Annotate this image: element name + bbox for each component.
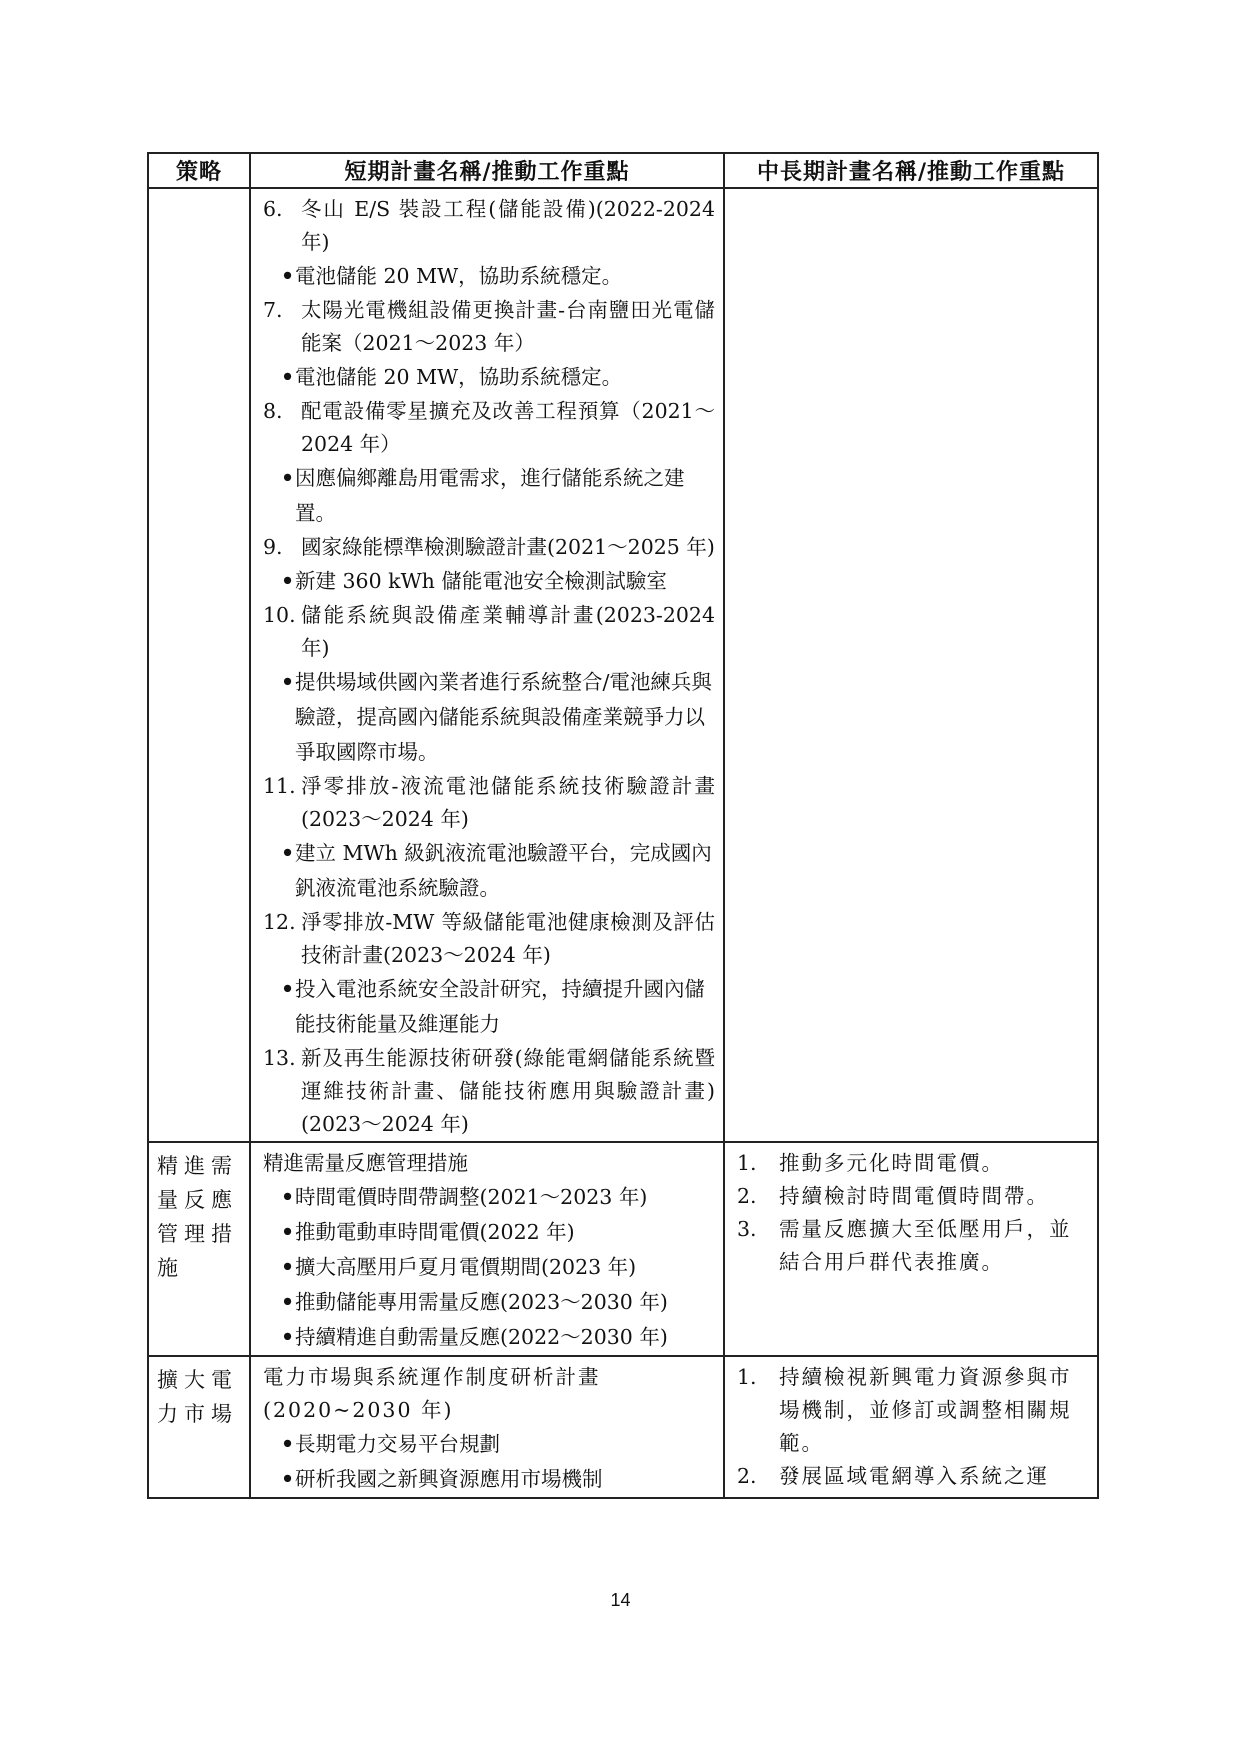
short-term-cell [250, 1356, 724, 1498]
bullet-item: • 新建 360 kWh 儲能電池安全檢測試驗室 [263, 564, 715, 599]
bullet-item: • 電池儲能 20 MW，協助系統穩定。 [263, 259, 715, 294]
bullet-dot-icon: • [281, 841, 295, 865]
list-item: 11. 淨零排放-液流電池儲能系統技術驗證計畫(2023～2024 年) [263, 774, 715, 831]
bullet-item: • 提供場域供國內業者進行系統整合/電池練兵與驗證，提高國內儲能系統與設備產業競爭力以爭取國際市場。 [263, 665, 715, 770]
bullet-dot-icon: • [281, 466, 295, 490]
list-item: 1. 推動多元化時間電價。 [737, 1151, 1004, 1175]
bullet-dot-icon: • [281, 569, 295, 593]
header-strategy: 策略 [148, 153, 250, 188]
list-item: 13. 新及再生能源技術研發(綠能電網儲能系統暨運維技術計畫、儲能技術應用與驗證計畫)(2023～2024 年) [263, 1046, 715, 1136]
list-item: 8. 配電設備零星擴充及改善工程預算（2021～2024 年） [263, 399, 715, 456]
mid-long-term-cell [724, 1142, 1098, 1356]
table-header-row [148, 153, 1098, 188]
bullet-dot-icon: • [281, 1220, 295, 1244]
table-row [148, 188, 1098, 1142]
short-term-cell [250, 188, 724, 1142]
bullet-dot-icon: • [281, 670, 295, 694]
bullet-item: • 長期電力交易平台規劃 [263, 1427, 715, 1462]
list-item: 2. 發展區域電網導入系統之運 [737, 1464, 1049, 1488]
strategy-table [147, 152, 1099, 1499]
bullet-item: • 研析我國之新興資源應用市場機制 [263, 1462, 715, 1497]
strategy-cell: 精進需量反應管理措施 [148, 1142, 250, 1356]
bullet-item: • 推動儲能專用需量反應(2023～2030 年) [263, 1285, 715, 1320]
list-item: 9. 國家綠能標準檢測驗證計畫(2021～2025 年) [263, 535, 715, 559]
list-item: 1. 持續檢視新興電力資源參與市場機制，並修訂或調整相關規範。 [737, 1365, 1072, 1455]
list-item: 3. 需量反應擴大至低壓用戶，並結合用戶群代表推廣。 [737, 1217, 1072, 1274]
bullet-dot-icon: • [281, 1467, 295, 1491]
list-item: 10. 儲能系統與設備產業輔導計畫(2023-2024 年) [263, 603, 715, 660]
table-row [148, 1142, 1098, 1356]
plan-title: 電力市場與系統運作制度研析計畫(2020~2030 年) [263, 1365, 601, 1422]
header-short-term: 短期計畫名稱/推動工作重點 [250, 153, 724, 188]
bullet-item: • 因應偏鄉離島用電需求，進行儲能系統之建置。 [263, 461, 715, 531]
bullet-item: • 時間電價時間帶調整(2021～2023 年) [263, 1180, 715, 1215]
bullet-item: • 推動電動車時間電價(2022 年) [263, 1215, 715, 1250]
mid-long-term-cell [724, 188, 1098, 1142]
short-term-cell [250, 1142, 724, 1356]
list-item: 6. 冬山 E/S 裝設工程(儲能設備)(2022-2024 年) [263, 197, 715, 254]
table-row [148, 1356, 1098, 1498]
bullet-dot-icon: • [281, 1255, 295, 1279]
list-item: 7. 太陽光電機組設備更換計畫-台南鹽田光電儲能案（2021～2023 年） [263, 298, 715, 355]
strategy-cell [148, 188, 250, 1142]
strategy-cell: 擴大電力市場 [148, 1356, 250, 1498]
page-number: 14 [610, 1590, 631, 1610]
bullet-dot-icon: • [281, 1432, 295, 1456]
bullet-item: • 建立 MWh 級釩液流電池驗證平台，完成國內釩液流電池系統驗證。 [263, 836, 715, 906]
bullet-dot-icon: • [281, 1290, 295, 1314]
bullet-item: • 投入電池系統安全設計研究，持續提升國內儲能技術能量及維運能力 [263, 972, 715, 1042]
list-item: 2. 持續檢討時間電價時間帶。 [737, 1184, 1049, 1208]
mid-long-term-cell [724, 1356, 1098, 1498]
bullet-item: • 電池儲能 20 MW，協助系統穩定。 [263, 360, 715, 395]
bullet-item: • 擴大高壓用戶夏月電價期間(2023 年) [263, 1250, 715, 1285]
plan-title: 精進需量反應管理措施 [263, 1151, 468, 1175]
list-item: 12. 淨零排放-MW 等級儲能電池健康檢測及評估技術計畫(2023～2024 年) [263, 910, 715, 967]
header-mid-long-term: 中長期計畫名稱/推動工作重點 [724, 153, 1098, 188]
bullet-dot-icon: • [281, 977, 295, 1001]
bullet-dot-icon: • [281, 1325, 295, 1349]
bullet-item: • 持續精進自動需量反應(2022～2030 年) [263, 1320, 715, 1355]
bullet-dot-icon: • [281, 365, 295, 389]
bullet-dot-icon: • [281, 1185, 295, 1209]
bullet-dot-icon: • [281, 264, 295, 288]
